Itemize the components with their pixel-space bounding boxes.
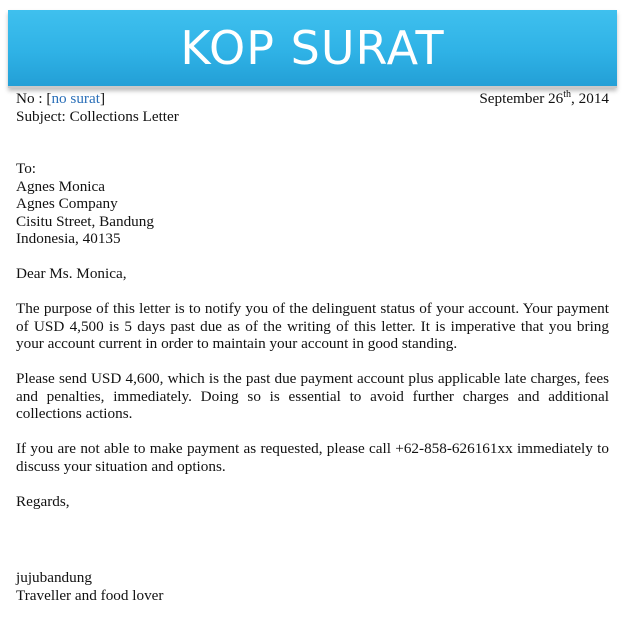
closing: Regards,	[16, 492, 70, 510]
signature-title: Traveller and food lover	[16, 586, 164, 604]
letter-meta-row	[16, 90, 609, 108]
letter-date: September 26th, 2014	[479, 88, 609, 107]
recipient-name: Agnes Monica	[16, 177, 105, 195]
to-label: To:	[16, 160, 37, 177]
letterhead-banner	[8, 10, 617, 88]
letter-body	[16, 90, 609, 604]
recipient-country: Indonesia, 40135	[16, 230, 121, 247]
paragraph-payment-request: Please send USD 4,600, which is the past due payment account plus applicable late charges, fees and penalties, immediately. Doing so is essential to avoid further charges and additional collections actions.	[16, 370, 609, 422]
paragraph-purpose: The purpose of this letter is to notify you of the delinguent status of your account. Your payment of USD 4,500 is 5 days past due as of the writing of this letter. It is imperative that you bring your account current in order to maintain your account in good standing.	[16, 300, 609, 352]
recipient-street: Cisitu Street, Bandung	[16, 212, 154, 230]
letter-number: No : [no surat]	[16, 90, 106, 107]
salutation: Dear Ms. Monica,	[16, 265, 127, 282]
letterhead-title: KOP SURAT	[180, 21, 445, 75]
letter-subject: Subject: Collections Letter	[16, 107, 179, 125]
signature-name: jujubandung	[16, 569, 92, 586]
paragraph-contact: If you are not able to make payment as requested, please call +62-858-626161xx immediately to discuss your situation and options.	[16, 440, 609, 475]
recipient-company: Agnes Company	[16, 195, 118, 212]
letter-number-placeholder: no surat	[51, 90, 100, 107]
